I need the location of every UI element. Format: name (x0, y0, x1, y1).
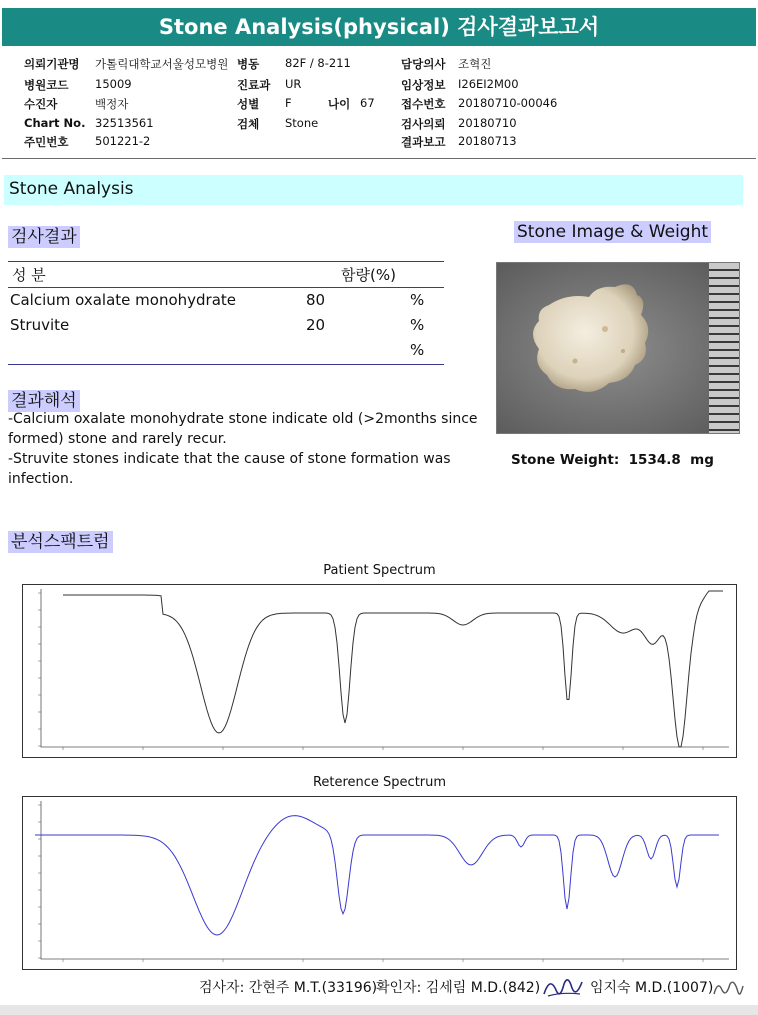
info-label: 접수번호 (401, 97, 446, 111)
info-label: 병동 (237, 57, 260, 71)
stone-weight: Stone Weight: 1534.8 mg (511, 452, 714, 468)
info-value: Stone (285, 116, 319, 130)
result-value: 20 (306, 316, 326, 334)
info-value: F (285, 96, 292, 110)
info-value: 501221-2 (95, 134, 151, 148)
confirmer: 확인자: 김세림 M.D.(842) (376, 980, 541, 996)
info-value: 32513561 (95, 116, 154, 130)
patient-spectrum-title: Patient Spectrum (323, 563, 436, 578)
column-header-component: 성 분 (12, 266, 46, 284)
stone-image-heading: Stone Image & Weight (514, 222, 711, 242)
reference-spectrum-title: Reterence Spectrum (312, 775, 447, 790)
info-label: 임상정보 (401, 78, 446, 92)
table-bottom-border (8, 364, 444, 365)
result-unit: % (410, 291, 425, 309)
info-value: 조혁진 (458, 57, 492, 71)
result-unit: % (410, 341, 425, 359)
info-label: 진료과 (237, 78, 271, 92)
info-value: 67 (360, 96, 375, 110)
result-unit: % (410, 316, 425, 334)
divider (2, 158, 756, 159)
reference-spectrum-chart (22, 796, 737, 970)
patient-spectrum-plot (23, 585, 736, 757)
info-value: 15009 (95, 77, 132, 91)
results-heading: 검사결과 (8, 222, 80, 247)
ruler (709, 263, 739, 433)
info-label: 검체 (237, 117, 260, 131)
result-name: Calcium oxalate monohydrate (10, 291, 237, 309)
info-value: 20180710-00046 (458, 96, 558, 110)
info-label: 의뢰기관명 (24, 57, 80, 71)
interpretation-heading: 결과해석 (8, 386, 80, 411)
info-label: 담당의사 (401, 57, 446, 71)
doctor: 임지숙 M.D.(1007) (590, 980, 714, 996)
info-label: 성별 (237, 97, 260, 111)
table-header-border (8, 287, 444, 288)
section-title: Stone Analysis (4, 175, 743, 205)
info-label: 병원코드 (24, 78, 69, 92)
info-value: 가톨릭대학교서울성모병원 (95, 57, 229, 71)
signature-2 (710, 974, 746, 1002)
interpretation-line-2: -Struvite stones indicate that the cause of stone formation was infection. (8, 451, 451, 487)
examiner: 검사자: 간현주 M.T.(33196) (199, 980, 378, 996)
info-value: I26EI2M00 (458, 77, 519, 91)
info-label: 결과보고 (401, 135, 446, 149)
column-header-content: 함량(%) (341, 266, 396, 284)
info-value: 82F / 8-211 (285, 56, 351, 70)
spectrum-heading: 분석스팩트럼 (8, 527, 113, 552)
signature-1 (540, 972, 586, 1002)
info-label: 검사의뢰 (401, 117, 446, 131)
info-label: 수진자 (24, 97, 58, 111)
patient-spectrum-chart (22, 584, 737, 758)
result-name: Struvite (10, 316, 70, 334)
report-title: Stone Analysis(physical) 검사결과보고서 (2, 8, 756, 46)
reference-trace (35, 816, 719, 935)
spectrum-axes (38, 801, 729, 962)
stone-image (497, 263, 740, 434)
info-label: 주민번호 (24, 135, 69, 149)
info-label: Chart No. (24, 116, 86, 130)
info-value: UR (285, 77, 302, 91)
info-value: 20180713 (458, 134, 517, 148)
table-top-border (8, 261, 444, 262)
footer-bar (0, 1005, 758, 1015)
info-value: 20180710 (458, 116, 517, 130)
patient-trace (63, 591, 723, 747)
interpretation-line-1: -Calcium oxalate monohydrate stone indicate old (>2months since formed) stone and rarely recur. (8, 411, 478, 447)
result-value: 80 (306, 291, 326, 309)
info-value: 백정자 (95, 97, 129, 111)
stone-photo (496, 262, 740, 434)
info-label: 나이 (328, 97, 351, 111)
reference-spectrum-plot (23, 797, 736, 969)
